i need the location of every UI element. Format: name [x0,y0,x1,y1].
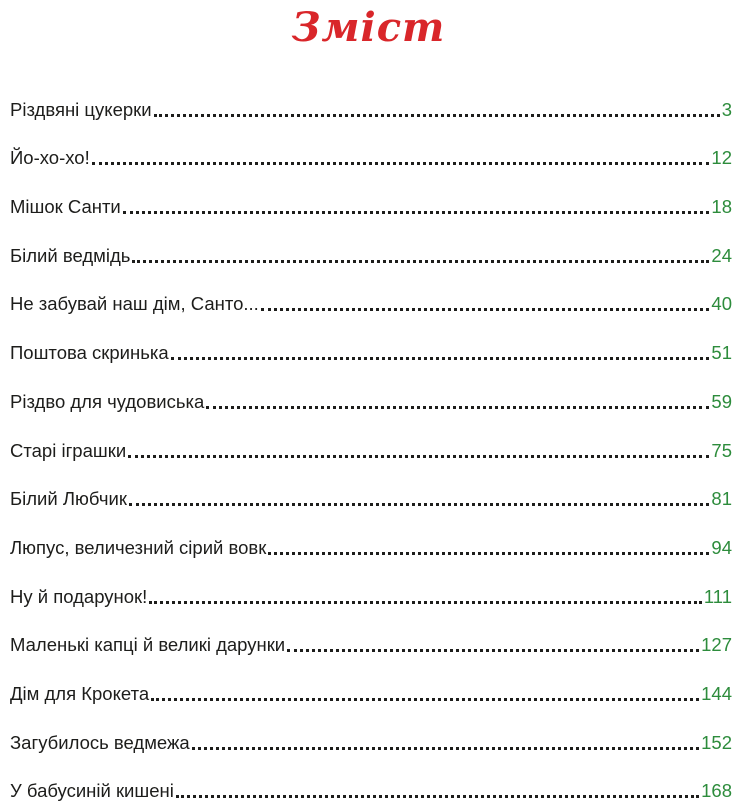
toc-entry-page: 51 [711,342,732,364]
toc-entry-title: Маленькі капці й великі дарунки [10,634,286,656]
dot-leader [268,552,709,555]
toc-entry[interactable] [10,228,732,277]
toc-entry-page: 24 [711,244,732,266]
toc-entry[interactable] [10,715,732,764]
toc-entry-title: Ну й подарунок! [10,585,148,607]
toc-entry-title: Білий Любчик [10,488,127,510]
toc-entry-title: Білий ведмідь [10,244,131,266]
toc-entry-page: 168 [701,780,732,802]
dot-leader [171,357,710,360]
dot-leader [206,406,709,409]
toc-entry[interactable] [10,520,732,569]
toc-entry-page: 12 [711,147,732,169]
toc-entry-page: 40 [711,293,732,315]
toc-entry-title: Різдво для чудовиська [10,390,205,412]
toc-entry[interactable] [10,179,732,228]
toc-entry-title: Люпус, величезний сірий вовк [10,536,267,558]
toc-entry[interactable] [10,82,732,131]
toc-entry[interactable] [10,423,732,472]
dot-leader [123,211,710,214]
toc-entry-page: 75 [711,439,732,461]
toc-entry[interactable] [10,666,732,715]
toc-entry-page: 144 [701,682,732,704]
toc-entry-title: Мішок Санти [10,196,121,218]
toc-entry[interactable] [10,374,732,423]
dot-leader [192,747,699,750]
toc-entry-page: 18 [711,196,732,218]
toc-entry[interactable] [10,472,732,521]
dot-leader [129,503,710,506]
toc-entry-title: Не забувай наш дім, Санто... [10,293,259,315]
toc-entry-page: 127 [701,634,732,656]
toc-entry[interactable] [10,131,732,180]
dot-leader [261,308,710,311]
toc-entry[interactable] [10,618,732,667]
toc-entry-title: Йо-хо-хо! [10,147,90,169]
table-of-contents [10,82,732,812]
toc-entry-title: Поштова скринька [10,342,169,364]
dot-leader [154,114,720,117]
dot-leader [128,455,709,458]
toc-entry-title: У бабусиній кишені [10,780,174,802]
toc-entry[interactable] [10,764,732,812]
toc-entry-page: 111 [703,585,732,607]
toc-entry-page: 81 [711,488,732,510]
dot-leader [132,260,709,263]
dot-leader [176,795,699,798]
dot-leader [149,601,702,604]
toc-entry-title: Дім для Крокета [10,682,150,704]
dot-leader [287,649,699,652]
toc-entry-title: Загубилось ведмежа [10,731,190,753]
toc-entry[interactable] [10,277,732,326]
toc-entry-title: Різдвяні цукерки [10,98,152,120]
dot-leader [92,162,710,165]
toc-entry-page: 59 [711,390,732,412]
dot-leader [151,698,699,701]
toc-entry[interactable] [10,325,732,374]
toc-entry-page: 3 [721,98,732,120]
toc-entry[interactable] [10,569,732,618]
toc-entry-title: Старі іграшки [10,439,127,461]
toc-entry-page: 152 [701,731,732,753]
page-title: Зміст [291,4,446,51]
toc-entry-page: 94 [711,536,732,558]
